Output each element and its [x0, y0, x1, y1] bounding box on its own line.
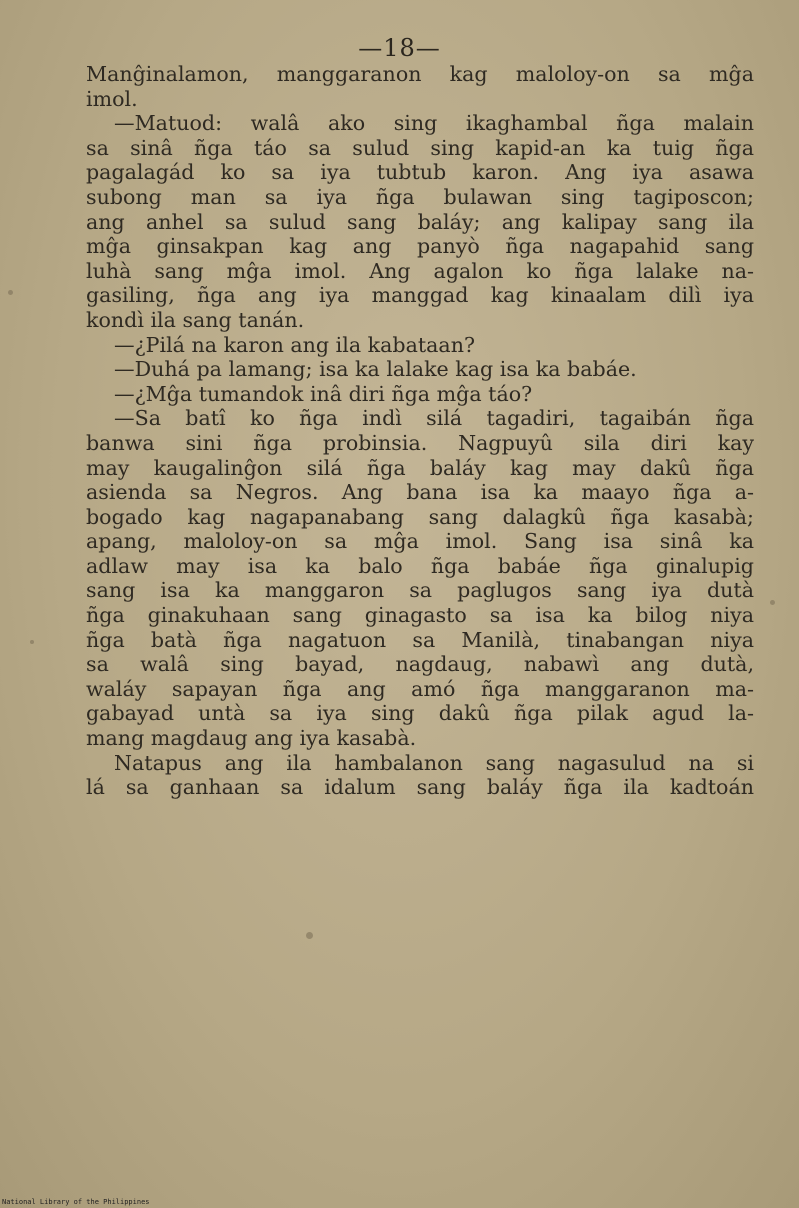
- text-line: —Duhá pa lamang; isa ka lalake kag isa ka babáe.: [114, 357, 637, 382]
- text-line: luhà sang mĝa imol. Ang agalon ko ñga lalake na-: [86, 258, 754, 283]
- text-line: ang anhel sa sulud sang baláy; ang kalipay sang ila: [86, 209, 754, 234]
- text-line: subong man sa iya ñga bulawan sing tagiposcon;: [86, 184, 754, 209]
- text-line: waláy sapayan ñga ang amó ñga manggaranon ma-: [86, 676, 754, 701]
- text-line: imol.: [86, 86, 138, 111]
- paper-speck: [30, 640, 34, 644]
- text-line: kondì ila sang tanán.: [86, 307, 305, 332]
- library-footer: National Library of the Philippines: [2, 1198, 150, 1206]
- page-number: —18—: [358, 34, 441, 62]
- text-line: lá sa ganhaan sa idalum sang baláy ñga ila kadtoán: [86, 775, 754, 800]
- text-line: —¿Pilá na karon ang ila kabataan?: [114, 332, 476, 357]
- text-line: banwa sini ñga probinsia. Nagpuyû sila diri kay: [86, 430, 754, 455]
- text-line: —¿Mĝa tumandok inâ diri ñga mĝa táo?: [114, 381, 533, 406]
- text-line: gabayad untà sa iya sing dakû ñga pilak agud la-: [86, 701, 754, 726]
- text-line: sa walâ sing bayad, nagdaug, nabawì ang dutà,: [86, 652, 754, 677]
- text-line: ñga ginakuhaan sang ginagasto sa isa ka bilog niya: [86, 603, 754, 628]
- text-line: may kaugalinĝon silá ñga baláy kag may dakû ñga: [86, 455, 754, 480]
- text-line: sang isa ka manggaron sa paglugos sang iya dutà: [86, 578, 754, 603]
- text-line: ñga batà ñga nagatuon sa Manilà, tinabangan niya: [86, 627, 754, 652]
- text-line: pagalagád ko sa iya tubtub karon. Ang iya asawa: [86, 160, 754, 185]
- text-line: mĝa ginsakpan kag ang panyò ñga nagapahid sang: [86, 234, 754, 259]
- paper-speck: [770, 600, 775, 605]
- text-line: asienda sa Negros. Ang bana isa ka maayo ñga a-: [86, 480, 754, 505]
- text-line: Natapus ang ila hambalanon sang nagasulud na si: [114, 750, 754, 775]
- text-line: —Sa batî ko ñga indì silá tagadiri, tagaibán ñga: [114, 406, 754, 431]
- text-line: gasiling, ñga ang iya manggad kag kinaalam dilì iya: [86, 283, 754, 308]
- paper-speck: [306, 932, 313, 939]
- text-line: Manĝinalamon, manggaranon kag maloloy-on sa mĝa: [86, 62, 754, 86]
- text-body: [86, 62, 754, 800]
- text-line: mang magdaug ang iya kasabà.: [86, 726, 417, 751]
- paper-speck: [8, 290, 13, 295]
- text-line: bogado kag nagapanabang sang dalagkû ñga kasabà;: [86, 504, 754, 529]
- text-line: apang, maloloy-on sa mĝa imol. Sang isa sinâ ka: [86, 529, 754, 554]
- text-line: —Matuod: walâ ako sing ikaghambal ñga malain: [114, 111, 754, 136]
- text-line: adlaw may isa ka balo ñga babáe ñga ginalupig: [86, 553, 754, 578]
- text-line: sa sinâ ñga táo sa sulud sing kapid-an ka tuig ñga: [86, 135, 754, 160]
